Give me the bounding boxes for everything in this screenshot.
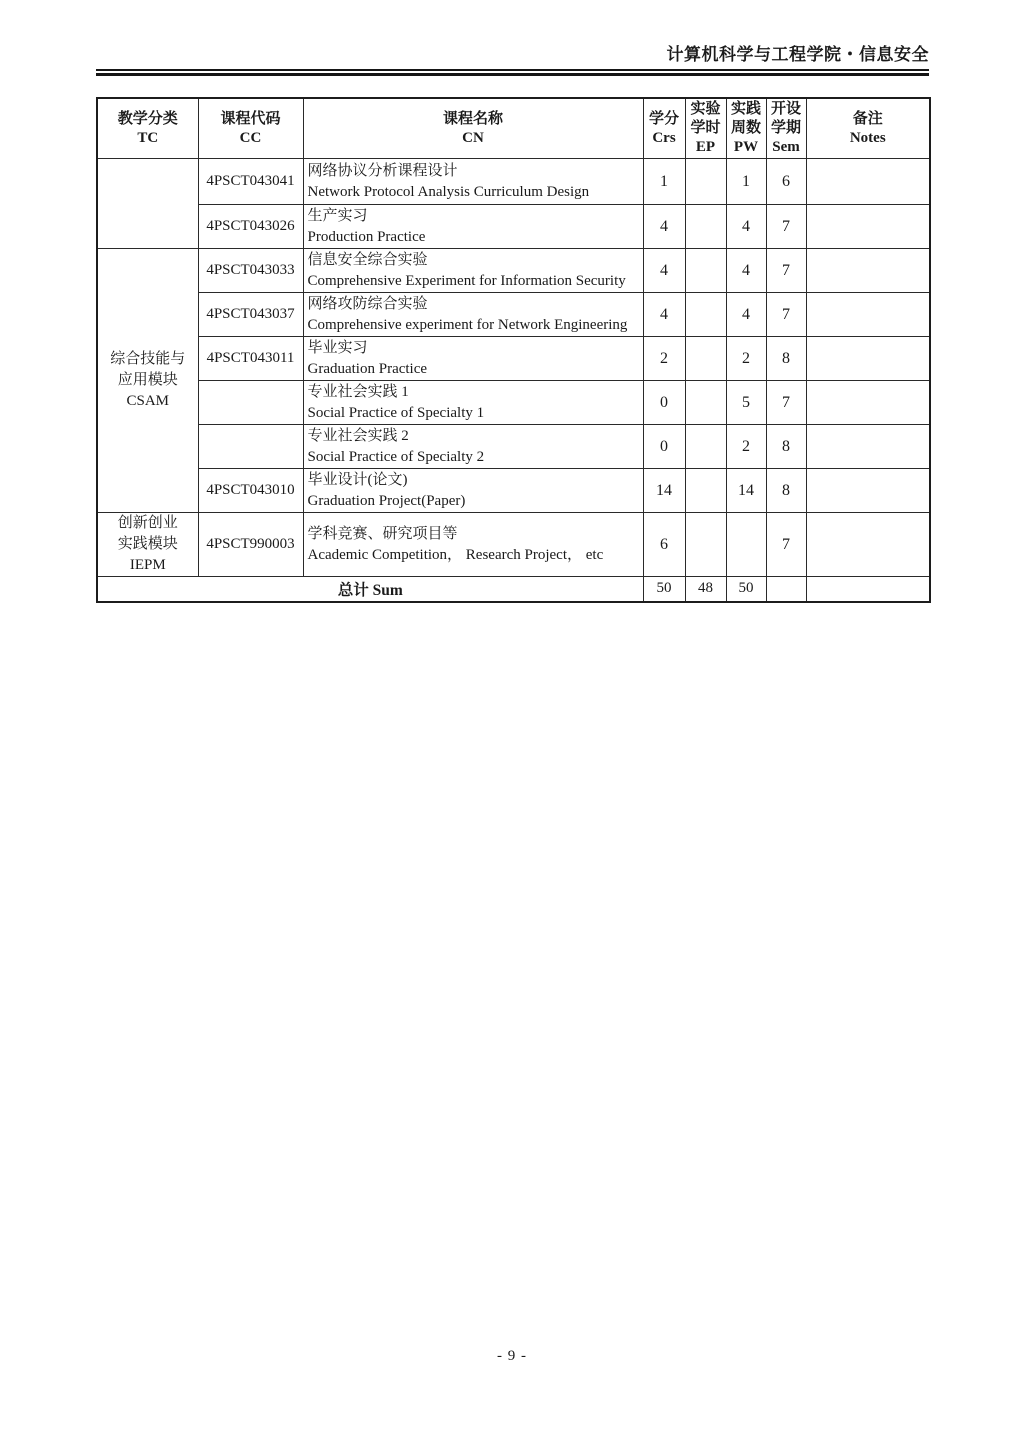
notes-value (806, 381, 930, 425)
table-row (97, 513, 930, 577)
course-name-en: Comprehensive Experiment for Information Security (307, 273, 626, 289)
experiment-periods-value (685, 469, 726, 513)
credits-value: 0 (643, 425, 685, 469)
course-code: 4PSCT043010 (198, 469, 303, 513)
category-cell-csam: 综合技能与 应用模块 CSAM (97, 249, 198, 513)
semester-value: 7 (766, 249, 806, 293)
course-name (303, 513, 643, 577)
running-head-title: 计算机科学与工程学院・信息安全 (666, 45, 929, 64)
header-course-name: 课程名称 CN (303, 98, 643, 159)
course-code (198, 425, 303, 469)
course-name-cn: 毕业实习 (307, 340, 368, 356)
course-code: 4PSCT043026 (198, 205, 303, 249)
course-name-en: Comprehensive experiment for Network Engineering (307, 317, 628, 333)
course-name (303, 425, 643, 469)
course-name-cn: 专业社会实践 1 (307, 384, 409, 400)
notes-value (806, 293, 930, 337)
notes-value (806, 469, 930, 513)
practice-weeks-value: 4 (726, 249, 766, 293)
sum-notes-value (806, 577, 930, 602)
credits-value: 6 (643, 513, 685, 577)
semester-value: 7 (766, 381, 806, 425)
page-number: - 9 - (497, 1348, 527, 1364)
sum-experiment-periods-value: 48 (685, 577, 726, 602)
semester-value: 7 (766, 205, 806, 249)
header-credits: 学分 Crs (643, 98, 685, 159)
table-header-row (97, 98, 930, 159)
table-row (97, 159, 930, 205)
course-name-cn: 学科竞赛、研究项目等 (307, 526, 458, 542)
table-row (97, 205, 930, 249)
course-name (303, 159, 643, 205)
table-row (97, 293, 930, 337)
course-code: 4PSCT043041 (198, 159, 303, 205)
header-semester: 开设 学期 Sem (766, 98, 806, 159)
course-code: 4PSCT043037 (198, 293, 303, 337)
header-experiment-periods: 实验 学时 EP (685, 98, 726, 159)
practice-weeks-value: 14 (726, 469, 766, 513)
course-name (303, 337, 643, 381)
credits-value: 14 (643, 469, 685, 513)
credits-value: 0 (643, 381, 685, 425)
experiment-periods-value (685, 249, 726, 293)
notes-value (806, 205, 930, 249)
experiment-periods-value (685, 513, 726, 577)
course-name (303, 249, 643, 293)
course-name-cn: 信息安全综合实验 (307, 252, 428, 268)
credits-value: 4 (643, 205, 685, 249)
course-name-en: Network Protocol Analysis Curriculum Design (307, 184, 590, 200)
header-course-code: 课程代码 CC (198, 98, 303, 159)
notes-value (806, 159, 930, 205)
semester-value: 8 (766, 337, 806, 381)
credits-value: 4 (643, 293, 685, 337)
table-row (97, 469, 930, 513)
table-row (97, 337, 930, 381)
course-name (303, 293, 643, 337)
semester-value: 7 (766, 293, 806, 337)
semester-value: 8 (766, 469, 806, 513)
notes-value (806, 513, 930, 577)
header-practice-weeks: 实践 周数 PW (726, 98, 766, 159)
practice-weeks-value: 4 (726, 205, 766, 249)
course-name-en: Social Practice of Specialty 2 (307, 449, 485, 465)
category-cell-iepm: 创新创业 实践模块 IEPM (97, 513, 198, 577)
course-name (303, 205, 643, 249)
experiment-periods-value (685, 205, 726, 249)
course-name (303, 381, 643, 425)
credits-value: 1 (643, 159, 685, 205)
practice-weeks-value: 1 (726, 159, 766, 205)
course-code: 4PSCT990003 (198, 513, 303, 577)
course-name-cn: 毕业设计(论文) (307, 472, 408, 488)
course-name-cn: 网络攻防综合实验 (307, 296, 428, 312)
practice-weeks-value: 2 (726, 337, 766, 381)
category-cell-empty (97, 159, 198, 249)
notes-value (806, 249, 930, 293)
experiment-periods-value (685, 425, 726, 469)
header-teaching-classification: 教学分类 TC (97, 98, 198, 159)
table-row (97, 381, 930, 425)
experiment-periods-value (685, 293, 726, 337)
course-name-en: Graduation Project(Paper) (307, 493, 466, 509)
practice-weeks-value: 4 (726, 293, 766, 337)
practice-weeks-value: 5 (726, 381, 766, 425)
semester-value: 8 (766, 425, 806, 469)
running-head-double-rule (96, 69, 929, 76)
course-name-en: Social Practice of Specialty 1 (307, 405, 485, 421)
experiment-periods-value (685, 381, 726, 425)
practice-weeks-value: 2 (726, 425, 766, 469)
credits-value: 2 (643, 337, 685, 381)
sum-semester-value (766, 577, 806, 602)
sum-row (97, 577, 930, 602)
experiment-periods-value (685, 159, 726, 205)
course-name-cn: 专业社会实践 2 (307, 428, 409, 444)
table-row (97, 425, 930, 469)
table-row (97, 249, 930, 293)
course-name (303, 469, 643, 513)
sum-practice-weeks-value: 50 (726, 577, 766, 602)
course-name-en: Graduation Practice (307, 361, 428, 377)
notes-value (806, 425, 930, 469)
semester-value: 6 (766, 159, 806, 205)
semester-value: 7 (766, 513, 806, 577)
experiment-periods-value (685, 337, 726, 381)
course-code: 4PSCT043033 (198, 249, 303, 293)
course-code (198, 381, 303, 425)
course-name-en: Academic Competition， Research Project， etc (307, 547, 604, 563)
credits-value: 4 (643, 249, 685, 293)
curriculum-table (96, 97, 931, 603)
course-code: 4PSCT043011 (198, 337, 303, 381)
page-content (96, 0, 929, 603)
course-name-en: Production Practice (307, 229, 426, 245)
header-notes: 备注 Notes (806, 98, 930, 159)
course-name-cn: 生产实习 (307, 208, 368, 224)
practice-weeks-value (726, 513, 766, 577)
course-name-cn: 网络协议分析课程设计 (307, 163, 458, 179)
notes-value (806, 337, 930, 381)
sum-label: 总计 Sum (97, 577, 643, 602)
sum-credits-value: 50 (643, 577, 685, 602)
